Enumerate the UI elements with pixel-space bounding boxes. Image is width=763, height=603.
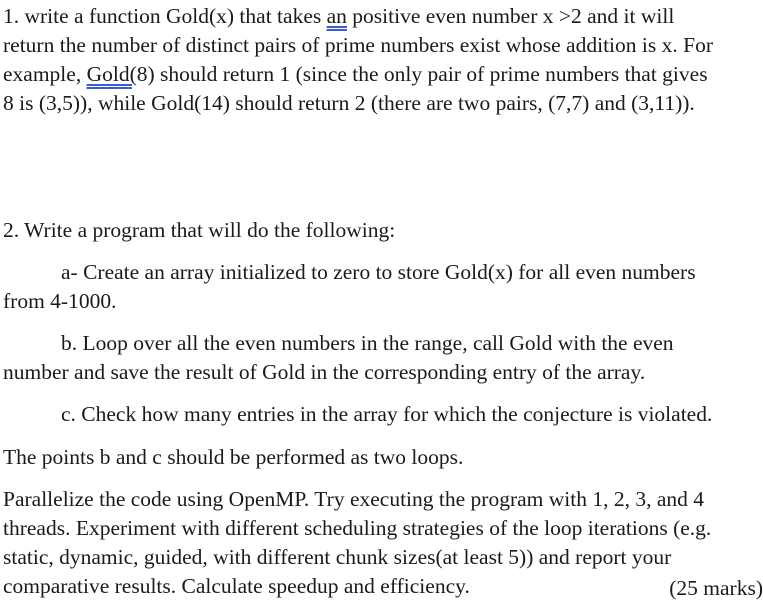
q2-paragraph-line-2: threads. Experiment with different scheduling strategies of the loop iterations (e.g.: [3, 516, 712, 540]
q2-item-c-line-1: c. Check how many entries in the array for which the conjecture is violated.: [61, 402, 713, 426]
q1-line-1: [3, 2, 674, 31]
q2-item-b-line-2: number and save the result of Gold in the corresponding entry of the array.: [3, 360, 646, 384]
q2-heading: 2. Write a program that will do the following:: [3, 218, 396, 242]
q1-line-1-text-a: 1. write a function Gold(x) that takes: [3, 4, 327, 28]
q1-line-2: return the number of distinct pairs of prime numbers exist whose addition is x. For: [3, 33, 713, 57]
q1-line-3-text-a: example,: [3, 62, 87, 86]
q2-item-a-line-1: a- Create an array initialized to zero to store Gold(x) for all even numbers: [61, 260, 696, 284]
q2-item-b-line-1: b. Loop over all the even numbers in the range, call Gold with the even: [61, 331, 674, 355]
grammar-flag-gold: Gold(: [86, 62, 137, 86]
q2-paragraph-line-1: Parallelize the code using OpenMP. Try executing the program with 1, 2, 3, and 4: [3, 487, 705, 511]
q1-line-4: 8 is (3,5)), while Gold(14) should return 2 (there are two pairs, (7,7) and (3,11)).: [3, 91, 695, 115]
q2-paragraph-line-3: static, dynamic, guided, with different chunk sizes(at least 5)) and report your: [3, 545, 672, 569]
q1-line-3-text-c: 8) should return 1 (since the only pair of prime numbers that gives: [136, 62, 708, 86]
grammar-flag-an: an: [326, 4, 347, 28]
q2-note: The points b and c should be performed as two loops.: [3, 445, 464, 469]
marks-label: (25 marks): [669, 576, 763, 600]
q1-line-1-text-c: positive even number x >2 and it will: [346, 4, 675, 28]
q1-line-3: [3, 60, 708, 89]
q2-paragraph-line-4: comparative results. Calculate speedup and efficiency.: [3, 574, 470, 598]
q2-item-a-line-2: from 4-1000.: [3, 289, 117, 313]
